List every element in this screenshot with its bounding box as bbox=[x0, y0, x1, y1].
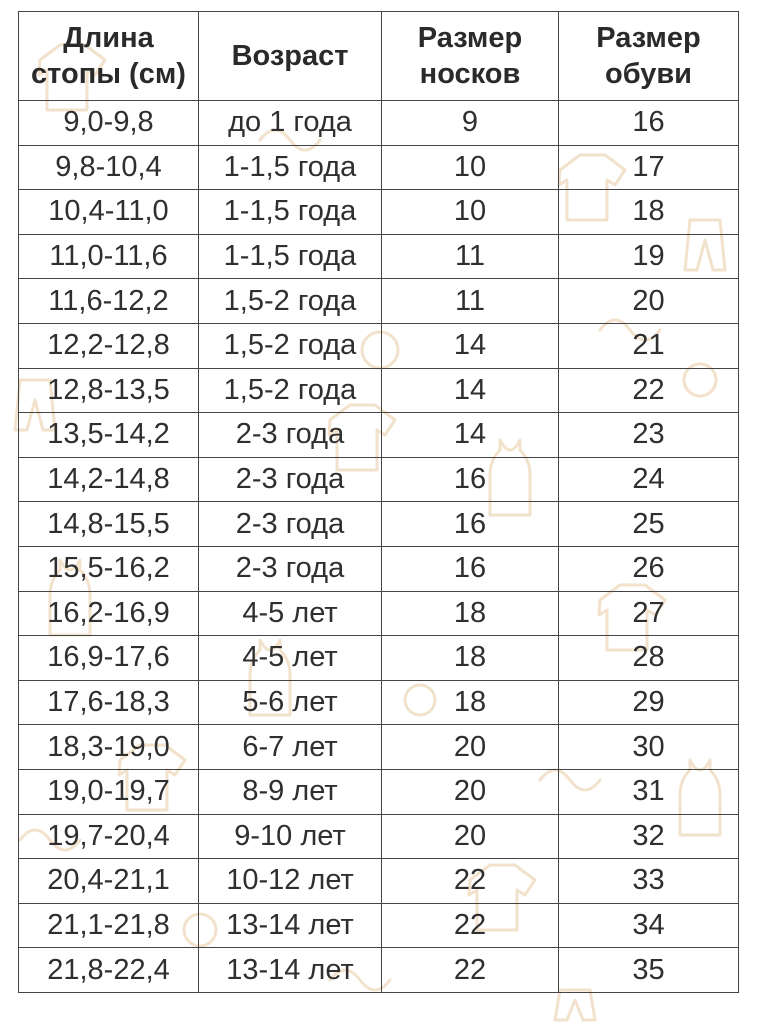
age-cell: 9-10 лет bbox=[199, 814, 382, 859]
foot-length-cell: 15,5-16,2 bbox=[19, 546, 199, 591]
foot-length-cell: 16,2-16,9 bbox=[19, 591, 199, 636]
age-cell: 2-3 года bbox=[199, 413, 382, 458]
table-row bbox=[19, 323, 739, 368]
table-row bbox=[19, 279, 739, 324]
age-cell: 1,5-2 года bbox=[199, 279, 382, 324]
age-cell: 4-5 лет bbox=[199, 636, 382, 681]
header-shoe-size-line1: Размер bbox=[596, 22, 701, 54]
foot-length-cell: 20,4-21,1 bbox=[19, 859, 199, 904]
sock-size-cell: 16 bbox=[382, 546, 559, 591]
age-cell: 1,5-2 года bbox=[199, 368, 382, 413]
age-cell: 4-5 лет bbox=[199, 591, 382, 636]
sock-size-cell: 22 bbox=[382, 859, 559, 904]
table-row bbox=[19, 814, 739, 859]
header-age-line1: Возраст bbox=[231, 40, 349, 72]
foot-length-cell: 19,0-19,7 bbox=[19, 769, 199, 814]
sock-size-cell: 22 bbox=[382, 903, 559, 948]
shoe-size-cell: 28 bbox=[559, 636, 739, 681]
sock-size-cell: 20 bbox=[382, 814, 559, 859]
table-row bbox=[19, 368, 739, 413]
table-row bbox=[19, 234, 739, 279]
sock-size-cell: 16 bbox=[382, 502, 559, 547]
foot-length-cell: 17,6-18,3 bbox=[19, 680, 199, 725]
sock-size-cell: 18 bbox=[382, 591, 559, 636]
sock-size-cell: 11 bbox=[382, 234, 559, 279]
table-row bbox=[19, 680, 739, 725]
age-cell: 1,5-2 года bbox=[199, 323, 382, 368]
table-row bbox=[19, 457, 739, 502]
sock-size-cell: 14 bbox=[382, 368, 559, 413]
age-cell: 6-7 лет bbox=[199, 725, 382, 770]
foot-length-cell: 12,2-12,8 bbox=[19, 323, 199, 368]
header-foot-length-line1: Длина bbox=[63, 22, 154, 54]
header-sock-size-line2: носков bbox=[419, 58, 521, 90]
sock-size-cell: 9 bbox=[382, 101, 559, 146]
foot-length-cell: 18,3-19,0 bbox=[19, 725, 199, 770]
foot-length-cell: 16,9-17,6 bbox=[19, 636, 199, 681]
table-row bbox=[19, 413, 739, 458]
shoe-size-cell: 16 bbox=[559, 101, 739, 146]
shoe-size-cell: 25 bbox=[559, 502, 739, 547]
table-row bbox=[19, 636, 739, 681]
shoe-size-cell: 26 bbox=[559, 546, 739, 591]
table-row bbox=[19, 948, 739, 993]
table-row bbox=[19, 546, 739, 591]
table-row bbox=[19, 725, 739, 770]
age-cell: 2-3 года bbox=[199, 457, 382, 502]
foot-length-cell: 10,4-11,0 bbox=[19, 190, 199, 235]
table-row bbox=[19, 101, 739, 146]
size-chart-table bbox=[18, 11, 739, 993]
age-cell: 13-14 лет bbox=[199, 948, 382, 993]
shoe-size-cell: 30 bbox=[559, 725, 739, 770]
shoe-size-cell: 35 bbox=[559, 948, 739, 993]
shoe-size-cell: 19 bbox=[559, 234, 739, 279]
sock-size-cell: 20 bbox=[382, 769, 559, 814]
foot-length-cell: 14,2-14,8 bbox=[19, 457, 199, 502]
shoe-size-cell: 23 bbox=[559, 413, 739, 458]
header-sock-size-line1: Размер bbox=[417, 22, 523, 54]
shoe-size-cell: 27 bbox=[559, 591, 739, 636]
shoe-size-cell: 21 bbox=[559, 323, 739, 368]
header-foot-length bbox=[19, 12, 199, 101]
sock-size-cell: 18 bbox=[382, 636, 559, 681]
sock-size-cell: 18 bbox=[382, 680, 559, 725]
table-body bbox=[19, 101, 739, 993]
sock-size-cell: 14 bbox=[382, 323, 559, 368]
sock-size-cell: 20 bbox=[382, 725, 559, 770]
age-cell: 5-6 лет bbox=[199, 680, 382, 725]
foot-length-cell: 14,8-15,5 bbox=[19, 502, 199, 547]
foot-length-cell: 13,5-14,2 bbox=[19, 413, 199, 458]
foot-length-cell: 11,6-12,2 bbox=[19, 279, 199, 324]
age-cell: 1-1,5 года bbox=[199, 145, 382, 190]
shoe-size-cell: 18 bbox=[559, 190, 739, 235]
table-row bbox=[19, 145, 739, 190]
age-cell: 10-12 лет bbox=[199, 859, 382, 904]
header-shoe-size-line2: обуви bbox=[604, 58, 693, 90]
shoe-size-cell: 17 bbox=[559, 145, 739, 190]
age-cell: 1-1,5 года bbox=[199, 234, 382, 279]
age-cell: 1-1,5 года bbox=[199, 190, 382, 235]
sock-size-cell: 14 bbox=[382, 413, 559, 458]
foot-length-cell: 12,8-13,5 bbox=[19, 368, 199, 413]
table-row bbox=[19, 903, 739, 948]
foot-length-cell: 21,8-22,4 bbox=[19, 948, 199, 993]
header-row bbox=[19, 12, 739, 101]
header-sock-size bbox=[382, 12, 559, 101]
foot-length-cell: 19,7-20,4 bbox=[19, 814, 199, 859]
shoe-size-cell: 34 bbox=[559, 903, 739, 948]
shoe-size-cell: 22 bbox=[559, 368, 739, 413]
age-cell: 8-9 лет bbox=[199, 769, 382, 814]
shoe-size-cell: 29 bbox=[559, 680, 739, 725]
sock-size-cell: 22 bbox=[382, 948, 559, 993]
sock-size-cell: 16 bbox=[382, 457, 559, 502]
shoe-size-cell: 33 bbox=[559, 859, 739, 904]
table-row bbox=[19, 769, 739, 814]
table-row bbox=[19, 502, 739, 547]
table-row bbox=[19, 859, 739, 904]
table-row bbox=[19, 190, 739, 235]
foot-length-cell: 11,0-11,6 bbox=[19, 234, 199, 279]
foot-length-cell: 9,0-9,8 bbox=[19, 101, 199, 146]
sock-size-cell: 10 bbox=[382, 145, 559, 190]
header-age bbox=[199, 12, 382, 101]
shoe-size-cell: 32 bbox=[559, 814, 739, 859]
shoe-size-cell: 20 bbox=[559, 279, 739, 324]
age-cell: 2-3 года bbox=[199, 546, 382, 591]
age-cell: 2-3 года bbox=[199, 502, 382, 547]
header-foot-length-line2: стопы (см) bbox=[31, 58, 186, 90]
header-shoe-size bbox=[559, 12, 739, 101]
age-cell: до 1 года bbox=[199, 101, 382, 146]
shoe-size-cell: 31 bbox=[559, 769, 739, 814]
table-row bbox=[19, 591, 739, 636]
age-cell: 13-14 лет bbox=[199, 903, 382, 948]
foot-length-cell: 9,8-10,4 bbox=[19, 145, 199, 190]
sock-size-cell: 10 bbox=[382, 190, 559, 235]
sock-size-cell: 11 bbox=[382, 279, 559, 324]
foot-length-cell: 21,1-21,8 bbox=[19, 903, 199, 948]
table-header bbox=[19, 12, 739, 101]
shoe-size-cell: 24 bbox=[559, 457, 739, 502]
